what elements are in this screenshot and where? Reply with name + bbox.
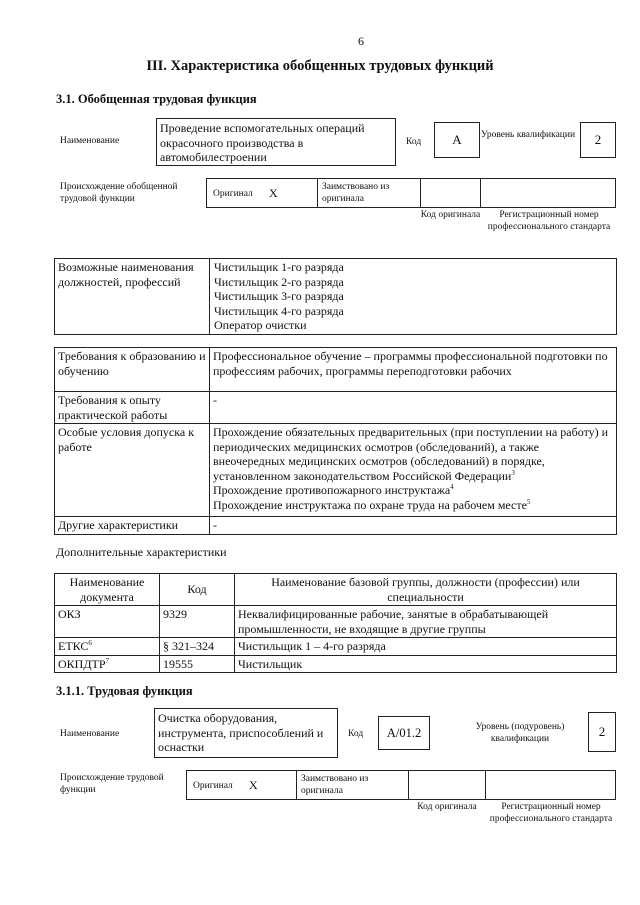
conditions-value [210,424,617,517]
position-item: Чистильщик 4-го разряда [214,303,344,318]
tf-level-label: Уровень (подуровень) квалификации [475,722,565,744]
tf-borrowed-cell: Заимствовано из оригинала [296,770,409,800]
row-code: 19555 [160,655,235,673]
conditions-label: Особые условия допуска к работе [55,424,210,517]
positions-table [54,258,617,335]
row-name: Неквалифицированные рабочие, занятые в обрабатывающей промышленности, не входящие в другие группы [235,606,617,638]
requirements-table [54,347,617,535]
tf-origin-label: Происхождение трудовой функции [60,773,164,795]
row-name: Чистильщик 1 – 4-го разряда [235,638,617,656]
position-item: Чистильщик 2-го разряда [214,274,344,289]
table-row [55,638,617,656]
experience-label: Требования к опыту практической работы [55,392,210,424]
page-number: 6 [358,34,364,48]
gtf-code-label: Код [406,137,422,147]
tf-code-value: А/01.2 [378,716,430,750]
gtf-level-label: Уровень квалификации [480,130,576,140]
gtf-origin-label: Происхождение обобщенной трудовой функции [60,182,178,204]
additional-heading: Дополнительные характеристики [56,545,227,559]
tf-heading: 3.1.1. Трудовая функция [56,684,193,698]
tf-orig-code-caption: Код оригинала [417,802,477,812]
positions-list [210,259,617,335]
col-doc-header: Наименование документа [55,574,160,606]
experience-value: - [210,392,617,424]
tf-name-value: Очистка оборудования, инструмента, приспособлений и оснастки [154,708,338,758]
gtf-level-value: 2 [580,122,616,158]
row-name: Чистильщик [235,655,617,673]
conditions-safety-briefing: Прохождение инструктажа по охране труда на рабочем месте$^5$ [213,497,531,512]
position-item: Чистильщик 3-го разряда [214,289,344,303]
position-item: Чистильщик 1-го разряда [214,260,344,274]
gtf-borrowed-cell: Заимствовано из оригинала [317,178,421,208]
tf-original-mark: X [249,778,258,792]
tf-orig-code-cell [408,770,486,800]
table-row [55,655,617,673]
gtf-orig-code-caption: Код оригинала [420,210,481,220]
col-name-header: Наименование базовой группы, должности (профессии) или специальности [235,574,617,606]
gtf-original-label: Оригинал [213,189,253,199]
gtf-code-value: А [434,122,480,158]
col-code-header: Код [160,574,235,606]
section-title: III. Характеристика обобщенных трудовых функций [146,58,494,74]
row-doc: ОКПДТР$^7$ [55,655,160,673]
tf-reg-num-cell [485,770,616,800]
tf-original-cell [186,770,297,800]
row-doc: ОКЗ [55,606,160,638]
gtf-name-label: Наименование [60,136,120,146]
tf-level-value: 2 [588,712,616,752]
conditions-fire-briefing: Прохождение противопожарного инструктажа$^4$ [213,483,454,497]
tf-reg-num-caption: Регистрационный номер профессионального стандарта [489,802,613,824]
tf-original-label: Оригинал [193,781,233,791]
additional-table [54,573,617,673]
education-label: Требования к образованию и обучению [55,348,210,392]
gtf-orig-code-cell [420,178,481,208]
positions-label: Возможные наименования должностей, профессий [55,259,210,335]
tf-code-label: Код [348,729,364,739]
row-code: § 321–324 [160,638,235,656]
gtf-reg-num-cell [480,178,616,208]
other-label: Другие характеристики [55,517,210,535]
gtf-heading: 3.1. Обобщенная трудовая функция [56,92,257,106]
education-value: Профессиональное обучение – программы профессиональной подготовки по профессиям рабочих, программы переподготовки рабочих [210,348,617,392]
tf-name-label: Наименование [60,729,120,739]
position-item: Оператор очистки [214,318,307,332]
gtf-original-mark: X [269,186,278,200]
row-code: 9329 [160,606,235,638]
gtf-reg-num-caption: Регистрационный номер профессионального стандарта [487,210,611,232]
table-row [55,606,617,638]
conditions-medical: Прохождение обязательных предварительных (при поступлении на работу) и периодических медицинских осмотров (обследований), а также внеочередных медицинских осмотров (обследований) в порядке, установленном законодательством Российской Федерации$^3$ [213,425,609,483]
other-value: - [210,517,617,535]
gtf-name-value: Проведение вспомогательных операций окрасочного производства в автомобилестроении [156,118,396,166]
row-doc: ЕТКС$^6$ [55,638,160,656]
gtf-original-cell [206,178,318,208]
